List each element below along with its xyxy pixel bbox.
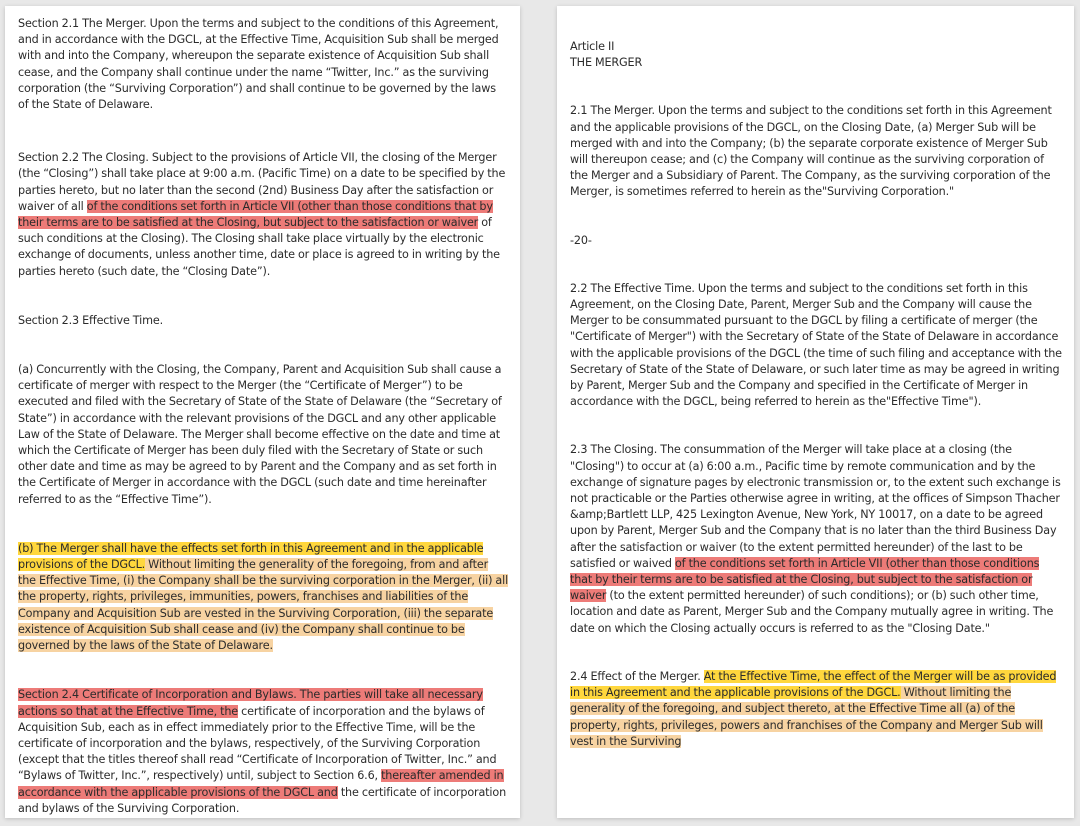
section-2-1-right-text: 2.1 The Merger. Upon the terms and subject to the conditions set forth in this Agreement and the applicable provisions of the DGCL, on the Closing Date, (a) Merger Sub will be merged with and into the Company; (b) the separate corporate existence of Merger Sub will thereupon cease; and (c) the Company will continue as the surviving corporation of the Merger and a Subsidiary of Parent. The Company, as the surviving corporation of the Merger, is sometimes referred to herein as the"Surviving Corporation.": [570, 104, 1052, 199]
section-2-4-title-highlight: Section 2.4 Certificate of Incorporation and Bylaws.: [18, 688, 297, 702]
section-2-1-text: Section 2.1 The Merger. Upon the terms and subject to the conditions of this Agreement, and in accordance with the DGCL, at the Effective Time, Acquisition Sub shall be merged with and into the Company, whereupon the separate existence of Acquisition Sub shall cease, and the Company shall continue under the name “Twitter, Inc.” as the surviving corporation (the “Surviving Corporation”) and shall continue to be governed by the laws of the State of Delaware.: [18, 17, 499, 112]
section-2-3-b-paragraph: [18, 541, 509, 654]
section-2-1-paragraph: [18, 16, 509, 113]
section-2-4-text-end: the certificate of incorporation and bylaws of the Surviving Corporation.: [18, 785, 507, 815]
section-2-3-a-text: (a) Concurrently with the Closing, the Company, Parent and Acquisition Sub shall cause a certificate of merger with respect to the Merger (the “Certificate of Merger”) to be executed and filed with the Secretary of State of the State of Delaware (the “Secretary of State”) in accordance with the relevant provisions of the DGCL and any other applicable Law of the State of Delaware. The Merger shall become effective on the date and time at which the Certificate of Merger has been duly filed with the Secretary of State or such other date and time as may be agreed to by Parent and the Company and as set forth in the Certificate of Merger in accordance with the DGCL (such date and time hereinafter referred to as the “Effective Time”).: [18, 363, 502, 506]
page-number-text: -20-: [570, 233, 592, 247]
section-2-4-text-middle: certificate of incorporation and the bylaws of Acquisition Sub, each as in effect immediately prior to the Effective Time, will be the certificate of incorporation and the bylaws, respectively, of the Surviving Corporation (except that the titles thereof shall read “Certificate of Incorporation of Twitter, Inc.” and “Bylaws of Twitter, Inc.”, respectively) until, subject to Section 6.6,: [18, 704, 497, 783]
section-2-2-text-start: Section 2.2 The Closing. Subject to the provisions of Article VII, the closing of the Merger (the “Closing”) shall take place at 9:00 a.m. (Pacific Time) on a date to be specified by the parties hereto, but no later than the second (2nd) Business Day after the satisfaction or waiver of all: [18, 151, 506, 213]
section-2-1-paragraph-right: [570, 103, 1062, 200]
section-2-3-heading-text: Section 2.3 Effective Time.: [18, 313, 163, 327]
section-2-3-right-red-highlight: of the conditions set forth in Article VII (other than those conditions that by their terms are to be satisfied at the Closing, but subject to the satisfaction or waiver: [570, 556, 1040, 603]
section-2-4-right-orange-highlight: Without limiting the generality of the foregoing, and subject thereto, at the Effective Time all (a) of the property, rights, privileges, powers and franchises of the Company and Merger Sub will vest in the Surviving: [570, 686, 1043, 748]
section-2-3-b-orange-highlight: Without limiting the generality of the foregoing, from and after the Effective Time, (i) the Company shall be the surviving corporation in the Merger, (ii) all the property, rights, privileges, immunities, powers, franchises and liabilities of the Company and Acquisition Sub are vested in the Surviving Corporation, (iii) the separate existence of Acquisition Sub shall cease and (iv) the Company shall continue to be governed by the laws of the State of Delaware.: [18, 558, 509, 653]
section-2-3-heading: [18, 313, 509, 329]
section-2-4-right-title: 2.4 Effect of the Merger.: [570, 669, 704, 683]
section-2-4-right-yellow-highlight: At the Effective Time, the effect of the Merger will be as provided in this Agreement and the applicable provisions of the DGCL.: [570, 669, 1057, 700]
section-2-2-paragraph-right: [570, 281, 1062, 411]
section-2-3-right-text-end: (to the extent permitted hereunder) of such conditions); or (b) such other time, location and date as Parent, Merger Sub and the Company mutually agree in writing. The date on which the Closing actually occurs is referred to as the "Closing Date.": [570, 589, 1054, 635]
left-document-page: [5, 6, 520, 818]
section-2-4-red-highlight-2: thereafter amended in accordance with the applicable provisions of the DGCL and: [18, 769, 504, 799]
section-2-2-paragraph: [18, 150, 509, 280]
article-heading: [570, 39, 1062, 71]
section-2-2-text-end: of such conditions at the Closing). The Closing shall take place virtually by the electronic exchange of documents, unless another time, date or place is agreed to in writing by the parties hereto (such date, the “Closing Date”).: [18, 216, 500, 278]
section-2-4-paragraph: [18, 687, 509, 817]
section-2-2-right-text: 2.2 The Effective Time. Upon the terms and subject to the conditions set forth in this Agreement, on the Closing Date, Parent, Merger Sub and the Company will cause the Merger to be consummated pursuant to the DGCL by filing a certificate of merger (the "Certificate of Merger") with the Secretary of State of the State of Delaware in accordance with the applicable provisions of the DGCL (the time of such filing and acceptance with the Secretary of State of the State of Delaware, or such later time as may be agreed in writing by Parent, Merger Sub and the Company and specified in the Certificate of Merger in accordance with the DGCL, being referred to herein as the"Effective Time").: [570, 281, 1062, 409]
section-2-2-red-highlight: of the conditions set forth in Article VII (other than those conditions that by their terms are to be satisfied at the Closing, but subject to the satisfaction or waiver: [18, 199, 493, 230]
article-title: THE MERGER: [570, 56, 643, 70]
section-2-3-b-yellow-highlight: (b) The Merger shall have the effects set forth in this Agreement and in the applicable provisions of the DGCL.: [18, 541, 484, 572]
section-2-4-red-highlight-1: The parties will take all necessary actions so that at the Effective Time, the: [18, 688, 483, 718]
section-2-3-paragraph-right: [570, 442, 1062, 636]
section-2-4-paragraph-right: [570, 669, 1062, 750]
right-document-page: [557, 6, 1074, 818]
page-number: [570, 233, 1062, 249]
section-2-3-right-text-start: 2.3 The Closing. The consummation of the Merger will take place at a closing (the "Closing") to occur at (a) 6:00 a.m., Pacific time by remote communication and by the exchange of signature pages by electronic transmission or, to the extent such exchange is not practicable or the Parties otherwise agree in writing, at the offices of Simpson Thacher &amp;Bartlett LLP, 425 Lexington Avenue, New York, NY 10017, on a date to be agreed upon by Parent, Merger Sub and the Company that is no later than the third Business Day after the satisfaction or waiver (to the extent permitted hereunder) of the last to be satisfied or waived: [570, 443, 1061, 570]
section-2-3-a-paragraph: [18, 362, 509, 508]
article-number: Article II: [570, 40, 615, 53]
